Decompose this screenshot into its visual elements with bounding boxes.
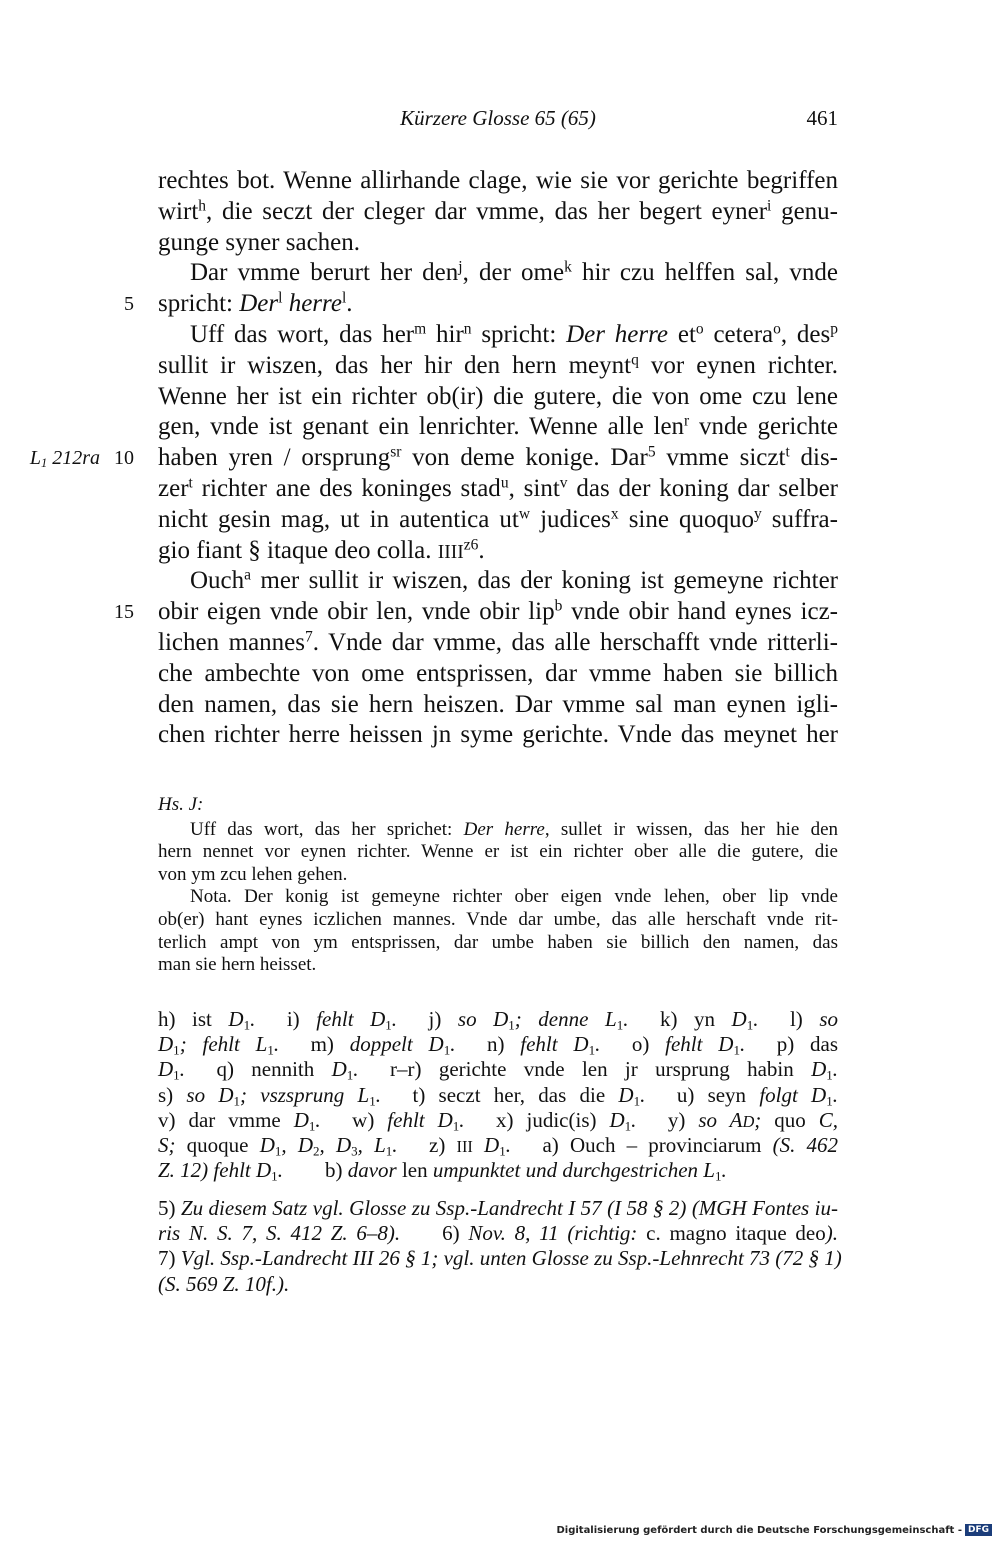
funding-footer — [556, 1524, 992, 1536]
text-line: gen, vnde ist genant ein lenrichter. Wenne alle len$^r$ vnde gerichte — [158, 412, 838, 441]
note-line: (S. 569 Z. 10f.). — [158, 1271, 290, 1296]
text-line: sullit ir wiszen, das her hir den hern meynt$^q$ vor eynen richter. — [158, 351, 839, 379]
dfg-logo: DFG — [965, 1524, 992, 1536]
variant-line: terlich ampt von ym entsprissen, dar umbe haben sie billich den namen, das — [158, 931, 838, 953]
text-line: gio fiant § itaque deo colla. $IIII^{z6}$. — [158, 536, 485, 564]
text-line: 15 obir eigen vnde obir len, vnde obir lip$^b$ vnde obir hand eynes icz- — [158, 597, 838, 628]
text-line: den namen, das sie hern heiszen. Dar vmme sal man eynen igli- — [158, 690, 838, 718]
variant-line: ob(er) hant eynes iczlichen mannes. Vnde dar umbe, das alle herschaft vnde rit- — [158, 908, 838, 930]
running-title: Kürzere Glosse 65 (65) — [400, 106, 596, 130]
apparatus-line: Z. 12) fehlt $D_1$. b) davor len umpunktet und durchgestrichen $L_1$. — [158, 1158, 727, 1184]
apparatus-line: $D_1$. q) nennith $D_1$. r–r) gerichte vnde len jr ursprung habin $D_1$. — [158, 1057, 838, 1083]
text-line: Wenne her ist ein richter ob(ir) die gutere, die von ome czu lene — [158, 382, 838, 410]
variant-line: Uff das wort, das her sprichet: Der herre, sullet ir wissen, das her hie den — [190, 818, 839, 840]
text-line: Uff das wort, das her$^m$ hir$^n$ spricht: Der herre $et^o$ cetera$^o$, des$^p$ — [190, 320, 839, 348]
funding-text: Digitalisierung gefördert durch die Deutsche Forschungsgemeinschaft - — [556, 1525, 962, 1536]
apparatus-line: s) so $D_1$; vszsprung $L_1$. t) seczt her, das die $D_1$. u) seyn folgt $D_1$. — [158, 1082, 838, 1108]
line-number: 5 — [124, 293, 134, 316]
manuscript-variant-block — [158, 794, 838, 977]
variant-line: man sie hern heisset. — [158, 954, 317, 976]
text-line: che ambechte von ome entsprissen, dar vmme haben sie billich — [158, 659, 838, 687]
variant-line: hern nennet vor eynen richter. Wenne er ist ein richter ober alle die gutere, die — [158, 841, 838, 863]
apparatus-line: h) ist $D_1$. i) fehlt $D_1$. j) so $D_1$; denne $L_1$. k) yn $D_1$. l) so — [158, 1007, 839, 1033]
text-line: chen richter herre heissen jn syme gerichte. Vnde das meynet her — [158, 721, 838, 749]
note-line: 7) Vgl. Ssp.-Landrecht III 26 § 1; vgl. unten Glosse zu Ssp.-Lehnrecht 73 (72 § 1) — [158, 1246, 842, 1271]
variant-line: Nota. Der konig ist gemeyne richter ober eigen vnde lehen, ober lip vnde — [190, 886, 838, 908]
text-line: 5 spricht: Der$^l$ herre$^l$. — [158, 289, 838, 320]
text-line: rechtes bot. Wenne allirhande clage, wie sie vor gerichte begriffen — [158, 167, 838, 194]
apparatus-line: v) dar vmme $D_1$. w) fehlt $D_1$. x) judic(is) $D_1$. y) so AD; quo C, — [158, 1107, 838, 1133]
note-line: ris N. S. 7, S. 412 Z. 6–8). 6) Nov. 8, 11 (richtig: c. magno itaque deo). — [158, 1221, 838, 1246]
text-line: $L_1$ 212ra 10 haben yren / orsprung$^{sr}$ von deme konige. Dar$^5$ vmme siczt$^t$ dis- — [158, 443, 838, 474]
line-number: 10 — [114, 447, 134, 470]
variant-label: Hs. J: — [158, 794, 204, 815]
variant-line: von ym zcu lehen gehen. — [158, 863, 348, 885]
text-line: wirt$^h$, die seczt der cleger dar vmme, das her begert eyner$^i$ genu- — [158, 197, 839, 225]
manuscript-reference: $L_1$ 212ra — [29, 447, 100, 471]
text-line: nicht gesin mag, ut in autentica $ut^w$ judices$^x$ sine quoquo$^y$ suffra- — [158, 505, 838, 533]
source-notes — [158, 1196, 842, 1297]
text-line: lichen mannes$^7$. Vnde dar vmme, das alle herschafft vnde ritterli- — [158, 628, 838, 656]
apparatus-line: $D_1$; fehlt $L_1$. m) doppelt $D_1$. n) fehlt $D_1$. o) fehlt $D_1$. p) das — [158, 1032, 839, 1058]
text-line: Ouch$^a$ mer sullit ir wiszen, das der koning ist gemeyne richter — [190, 566, 838, 595]
apparatus-line: S; quoque $D_1$, $D_2$, $D_3$, $L_1$. z) III $D_1$. a) Ouch – provinciarum (S. 462 — [158, 1132, 839, 1159]
text-line: zer$^t$ richter ane des koninges stad$^u$, sint$^v$ das der koning dar selber — [158, 474, 839, 502]
line-number: 15 — [114, 601, 134, 624]
critical-apparatus — [158, 1007, 838, 1183]
text-line: Dar vmme berurt her den$^j$, der ome$^k$ hir czu helffen sal, vnde — [190, 258, 838, 287]
running-header — [158, 106, 838, 136]
page-number: 461 — [806, 106, 838, 130]
text-line: gunge syner sachen. — [158, 228, 361, 256]
note-line: 5) Zu diesem Satz vgl. Glosse zu Ssp.-Landrecht I 57 (I 58 § 2) (MGH Fontes iu- — [158, 1196, 838, 1220]
main-text — [29, 166, 839, 751]
